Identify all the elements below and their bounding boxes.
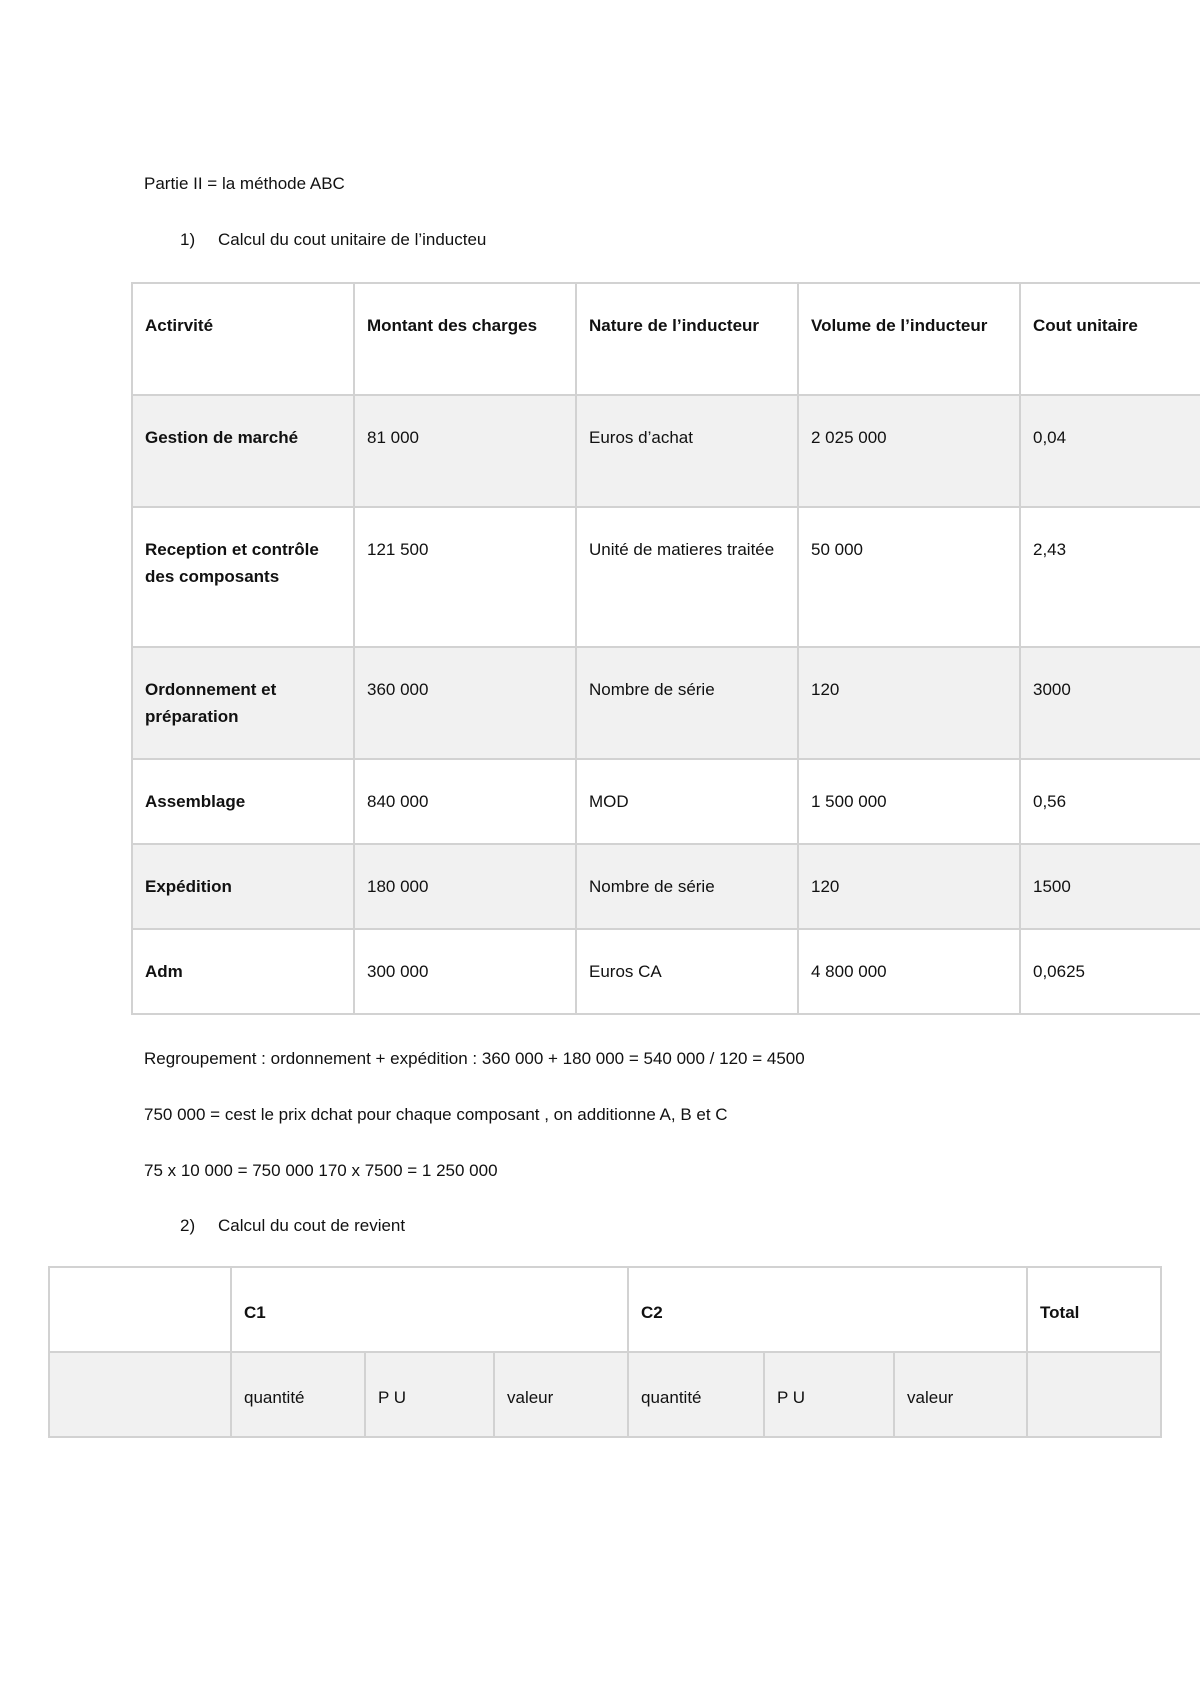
table-cell: Nombre de série xyxy=(576,844,798,929)
table-row xyxy=(132,844,1200,929)
header-cell: Volume de l’inducteur xyxy=(798,283,1020,395)
section-label: Calcul du cout unitaire de l’inducteu xyxy=(218,230,487,249)
table-row xyxy=(132,507,1200,647)
table-cell: Nombre de série xyxy=(576,647,798,759)
table-cell: MOD xyxy=(576,759,798,844)
page-title: Partie II = la méthode ABC xyxy=(144,174,345,193)
table-cell: Unité de matieres traitée xyxy=(576,507,798,647)
cost-driver-table xyxy=(131,282,1200,1015)
activity-cell: Reception et contrôle des composants xyxy=(132,507,354,647)
section-number: 2) xyxy=(180,1216,196,1235)
table-cell: 360 000 xyxy=(354,647,576,759)
table-cell: Euros d’achat xyxy=(576,395,798,507)
table-cell: 50 000 xyxy=(798,507,1020,647)
blank-cell xyxy=(49,1352,231,1437)
blank-cell xyxy=(1027,1352,1161,1437)
header-cell: Cout unitaire xyxy=(1020,283,1200,395)
table-row xyxy=(132,929,1200,1014)
table-cell: 4 800 000 xyxy=(798,929,1020,1014)
subheader-cell: quantité xyxy=(231,1352,365,1437)
cost-price-table xyxy=(48,1266,1162,1438)
table-cell: 300 000 xyxy=(354,929,576,1014)
header-cell: Actirvité xyxy=(132,283,354,395)
c2-header: C2 xyxy=(628,1267,1027,1352)
note-calcul: 75 x 10 000 = 750 000 170 x 7500 = 1 250 000 xyxy=(144,1161,498,1180)
c1-header: C1 xyxy=(231,1267,628,1352)
activity-cell: Assemblage xyxy=(132,759,354,844)
table-cell: 2,43 xyxy=(1020,507,1200,647)
activity-cell: Gestion de marché xyxy=(132,395,354,507)
subheader-cell: valeur xyxy=(494,1352,628,1437)
table-cell: 121 500 xyxy=(354,507,576,647)
header-cell: Montant des charges xyxy=(354,283,576,395)
activity-cell: Adm xyxy=(132,929,354,1014)
subheader-cell: quantité xyxy=(628,1352,764,1437)
table-cell: 2 025 000 xyxy=(798,395,1020,507)
note-regroupement: Regroupement : ordonnement + expédition : 360 000 + 180 000 = 540 000 / 120 = 4500 xyxy=(144,1049,805,1068)
table-subheader-row xyxy=(49,1352,1161,1437)
subheader-cell: valeur xyxy=(894,1352,1027,1437)
table-cell: 0,0625 xyxy=(1020,929,1200,1014)
activity-cell: Expédition xyxy=(132,844,354,929)
table-cell: 0,04 xyxy=(1020,395,1200,507)
table-cell: 1500 xyxy=(1020,844,1200,929)
activity-cell: Ordonnement et préparation xyxy=(132,647,354,759)
table-row xyxy=(132,647,1200,759)
table-cell: 120 xyxy=(798,647,1020,759)
table-row xyxy=(132,759,1200,844)
subheader-cell: P U xyxy=(365,1352,494,1437)
table-cell: 81 000 xyxy=(354,395,576,507)
total-header: Total xyxy=(1027,1267,1161,1352)
table-cell: 0,56 xyxy=(1020,759,1200,844)
note-prix-achat: 750 000 = cest le prix dchat pour chaque composant , on additionne A, B et C xyxy=(144,1105,728,1124)
table-cell: 120 xyxy=(798,844,1020,929)
table-cell: 3000 xyxy=(1020,647,1200,759)
table-row xyxy=(132,395,1200,507)
table-cell: 1 500 000 xyxy=(798,759,1020,844)
table-cell: 180 000 xyxy=(354,844,576,929)
section-number: 1) xyxy=(180,230,196,249)
section-heading-2 xyxy=(180,1216,405,1236)
header-cell: Nature de l’inducteur xyxy=(576,283,798,395)
table-cell: Euros CA xyxy=(576,929,798,1014)
table-header-row xyxy=(49,1267,1161,1352)
section-label: Calcul du cout de revient xyxy=(218,1216,406,1235)
section-heading-1 xyxy=(180,230,486,250)
table-header-row xyxy=(132,283,1200,395)
blank-cell xyxy=(49,1267,231,1352)
subheader-cell: P U xyxy=(764,1352,894,1437)
table-cell: 840 000 xyxy=(354,759,576,844)
